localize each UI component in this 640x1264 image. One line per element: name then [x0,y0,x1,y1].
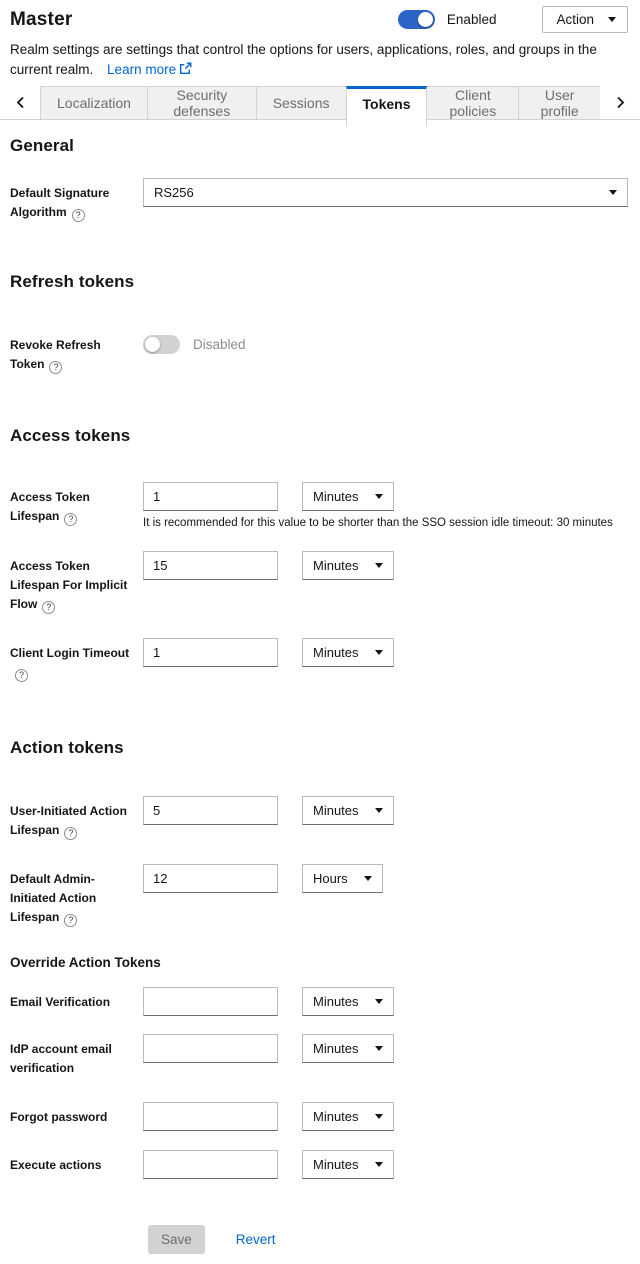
field-label: User-Initiated Action Lifespan? [10,796,143,840]
tabs-list [40,86,601,126]
field-label: Default Admin-Initiated Action Lifespan? [10,864,143,927]
toggle-state-label: Disabled [193,336,246,352]
realm-description: Realm settings are settings that control the options for users, applications, roles, and groups in the current realm. [10,42,597,78]
idp-account-email-verification-input[interactable] [143,1034,278,1063]
field-label: Revoke Refresh Token? [10,330,143,374]
tab-user-profile[interactable]: User profile [518,86,601,119]
chevron-down-icon [375,1162,383,1167]
section-heading-refresh-tokens: Refresh tokens [10,271,135,291]
chevron-right-icon [615,96,626,109]
helper-text: It is recommended for this value to be shorter than the SSO session idle timeout: 30 minutes [143,516,613,529]
email-verification-input[interactable] [143,987,278,1016]
execute-actions-input[interactable] [143,1150,278,1179]
action-dropdown-button[interactable] [542,6,628,33]
realm-enabled-toggle[interactable] [398,10,435,29]
revoke-refresh-token-toggle[interactable] [143,335,180,354]
chevron-down-icon [375,1046,383,1051]
save-button[interactable]: Save [148,1225,205,1254]
tab-scroll-left-button[interactable] [0,86,40,119]
chevron-down-icon [375,1114,383,1119]
field-label: Access Token Lifespan For Implicit Flow? [10,551,143,614]
field-label: Execute actions [10,1157,102,1172]
section-heading-general: General [10,135,75,155]
field-label: Access Token Lifespan? [10,482,143,526]
chevron-down-icon [364,876,372,881]
chevron-down-icon [608,17,616,22]
tab-client-policies[interactable]: Client policies [426,86,519,119]
user-initiated-action-lifespan-unit-select[interactable]: Minutes [302,796,394,825]
default-signature-algorithm-select[interactable] [143,178,628,207]
help-icon[interactable] [64,827,77,840]
learn-more-link[interactable]: Learn more [107,62,192,77]
page-header [0,0,640,81]
chevron-down-icon [375,808,383,813]
access-token-lifespan-implicit-input[interactable] [143,551,278,580]
form-row-user-initiated-action-lifespan [10,796,628,840]
chevron-down-icon [375,563,383,568]
access-token-lifespan-input[interactable] [143,482,278,511]
field-label: Client Login Timeout? [10,638,143,682]
chevron-down-icon [375,999,383,1004]
action-dropdown-label: Action [556,12,594,27]
tab-tokens[interactable]: Tokens [346,86,428,126]
page-title: Master [10,8,73,30]
form-footer [148,1225,628,1264]
field-label: Email Verification [10,994,111,1009]
form-row-execute-actions [10,1150,628,1179]
email-verification-unit-select[interactable]: Minutes [302,987,394,1016]
client-login-timeout-input[interactable] [143,638,278,667]
toggle-knob [145,337,160,352]
external-link-icon [179,62,192,75]
tab-localization[interactable]: Localization [40,86,148,119]
tokens-tab-panel [0,136,640,1264]
chevron-left-icon [15,96,26,109]
chevron-down-icon [609,190,617,195]
help-icon[interactable] [42,601,55,614]
tab-bar [0,86,640,126]
select-value: RS256 [154,184,194,200]
forgot-password-unit-select[interactable]: Minutes [302,1102,394,1131]
revert-button[interactable]: Revert [235,1231,276,1247]
chevron-down-icon [375,650,383,655]
access-token-lifespan-implicit-unit-select[interactable]: Minutes [302,551,394,580]
section-heading-action-tokens: Action tokens [10,737,124,757]
help-icon[interactable] [64,513,77,526]
form-row-access-token-lifespan-implicit [10,551,628,614]
form-row-idp-account-email-verification [10,1034,628,1078]
field-label: Default Signature Algorithm? [10,178,143,222]
access-token-lifespan-unit-select[interactable]: Minutes [302,482,394,511]
default-admin-initiated-action-lifespan-unit-select[interactable]: Hours [302,864,383,893]
field-label: Forgot password [10,1109,108,1124]
chevron-down-icon [375,494,383,499]
toggle-knob [418,12,433,27]
section-heading-access-tokens: Access tokens [10,425,131,445]
form-row-email-verification [10,987,628,1016]
client-login-timeout-unit-select[interactable]: Minutes [302,638,394,667]
help-icon[interactable] [64,914,77,927]
form-row-access-token-lifespan [10,482,628,529]
help-icon[interactable] [72,209,85,222]
help-icon[interactable] [49,361,62,374]
tab-scroll-right-button[interactable] [600,86,640,119]
idp-account-email-verification-unit-select[interactable]: Minutes [302,1034,394,1063]
form-row-default-signature-algorithm [10,178,628,222]
form-row-default-admin-initiated-action-lifespan [10,864,628,927]
field-label: IdP account email verification [10,1041,112,1075]
user-initiated-action-lifespan-input[interactable] [143,796,278,825]
help-icon[interactable] [15,669,28,682]
execute-actions-unit-select[interactable]: Minutes [302,1150,394,1179]
forgot-password-input[interactable] [143,1102,278,1131]
form-row-client-login-timeout [10,638,628,682]
tab-security-defenses[interactable]: Security defenses [147,86,257,119]
sub-heading-override-action-tokens: Override Action Tokens [10,954,161,970]
form-row-revoke-refresh-token [10,330,628,374]
default-admin-initiated-action-lifespan-input[interactable] [143,864,278,893]
tab-sessions[interactable]: Sessions [256,86,347,119]
form-row-forgot-password [10,1102,628,1131]
realm-enabled-label: Enabled [446,12,497,27]
